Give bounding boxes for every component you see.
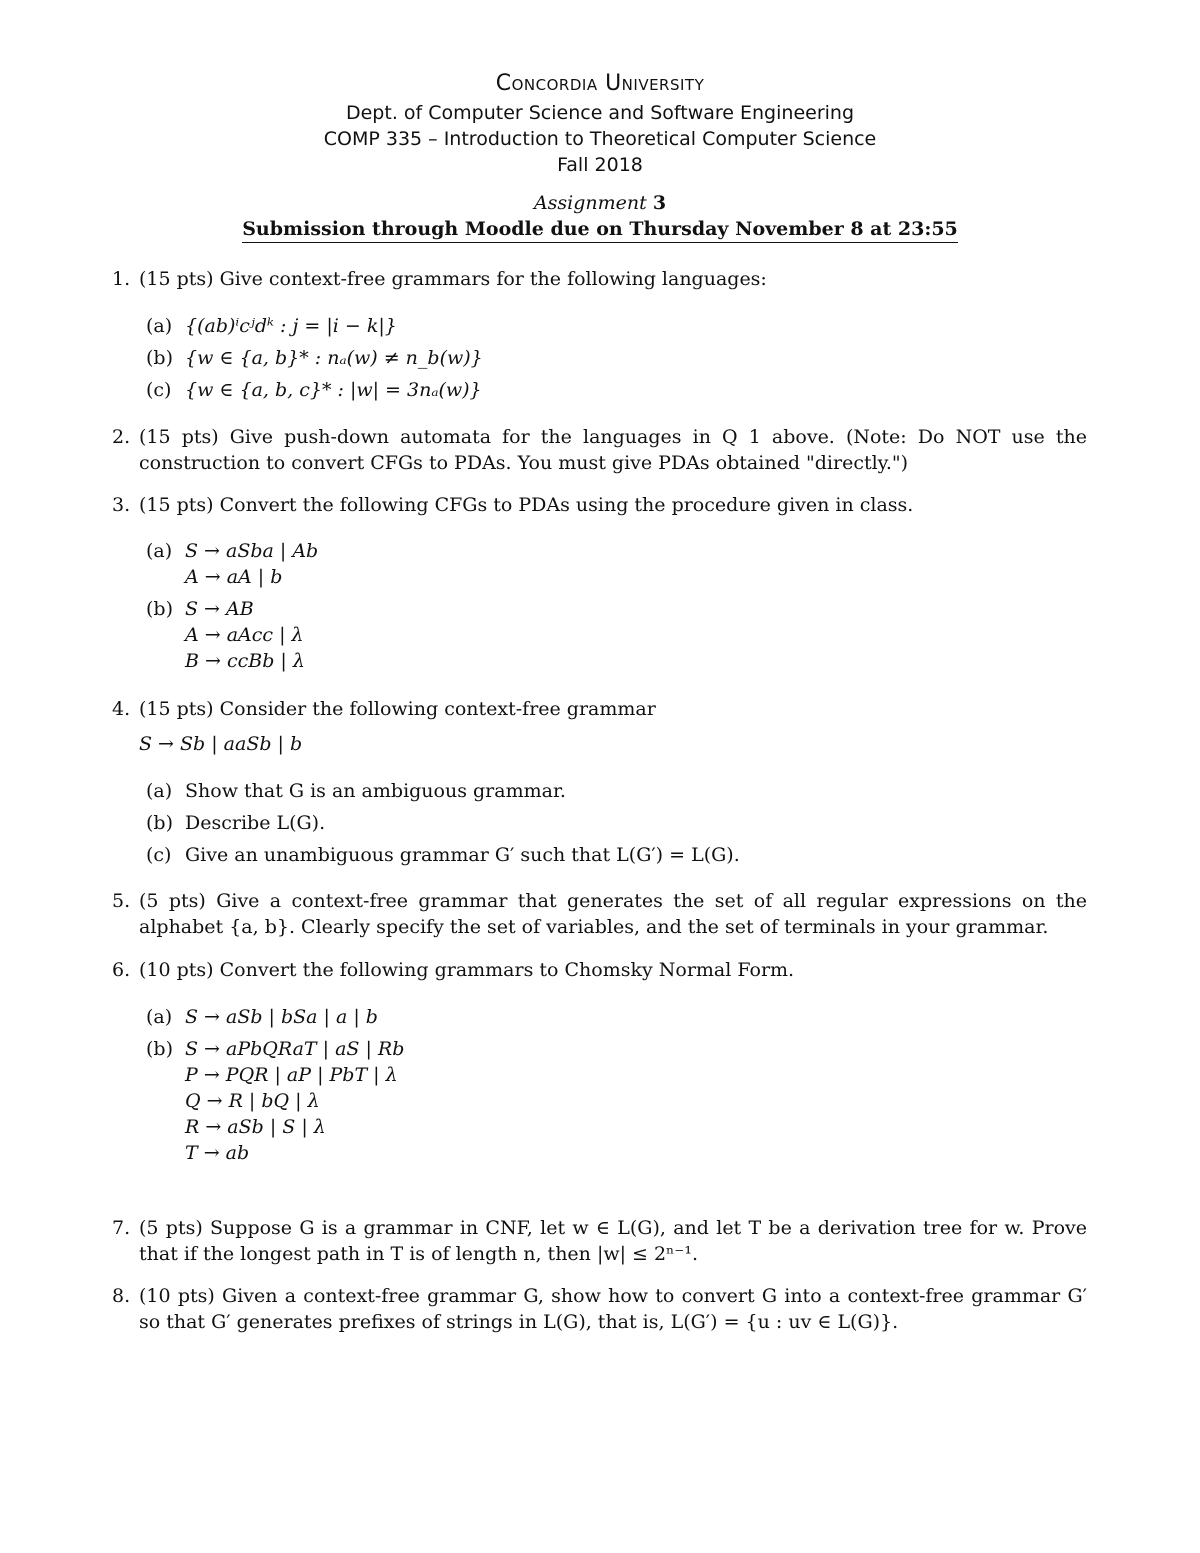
question-text: (10 pts) Convert the following grammars to Chomsky Normal Form. — [139, 959, 795, 981]
part-label: (b) — [146, 598, 173, 620]
grammar-rule: S → aSba | Ab — [185, 540, 319, 562]
part-label: (b) — [146, 812, 173, 834]
question-number: 3. — [112, 494, 131, 516]
question-6-part-a — [146, 1004, 1086, 1030]
part-body — [185, 596, 1086, 674]
due-date: Submission through Moodle due on Thursday November 8 at 23:55 — [242, 216, 958, 243]
part-label: (c) — [146, 379, 172, 401]
question-number: 8. — [112, 1285, 131, 1307]
question-number: 2. — [112, 426, 131, 448]
question-text: (5 pts) Suppose G is a grammar in CNF, let w ∈ L(G), and let T be a derivation tree for w. Prove that if the longest path in T is of length n, then |w| ≤ 2ⁿ⁻¹. — [139, 1217, 1087, 1265]
question-number: 4. — [112, 698, 131, 720]
question-number: 5. — [112, 890, 131, 912]
question-number: 6. — [112, 959, 131, 981]
question-1 — [112, 266, 1087, 292]
part-body — [185, 538, 1086, 590]
question-6-part-b — [146, 1036, 1086, 1166]
part-label: (a) — [146, 315, 173, 337]
question-4-grammar — [112, 731, 1087, 757]
question-text: (15 pts) Convert the following CFGs to PDAs using the procedure given in class. — [139, 494, 914, 516]
part-body — [185, 1036, 1086, 1166]
part-body: Show that G is an ambiguous grammar. — [185, 780, 566, 802]
grammar-rule: B → ccBb | λ — [185, 650, 305, 672]
question-text: (15 pts) Give push-down automata for the languages in Q 1 above. (Note: Do NOT use the construction to convert CFGs to PDAs. You must give PDAs obtained "directly.") — [139, 426, 1087, 474]
part-body: Give an unambiguous grammar G′ such that L(G′) = L(G). — [185, 844, 740, 866]
part-body: S → aSb | bSa | a | b — [185, 1006, 378, 1028]
department-name: Dept. of Computer Science and Software Engineering — [345, 102, 855, 124]
part-label: (a) — [146, 1006, 173, 1028]
university-name: Concordia University — [495, 71, 705, 96]
question-4-part-b — [146, 810, 1086, 836]
question-text: (15 pts) Give context-free grammars for the following languages: — [139, 268, 767, 290]
part-label: (c) — [146, 844, 172, 866]
grammar-rule: Q → R | bQ | λ — [185, 1090, 320, 1112]
grammar-rule: R → aSb | S | λ — [185, 1116, 326, 1138]
grammar-rule: S → AB — [185, 598, 254, 620]
course-title: COMP 335 – Introduction to Theoretical Computer Science — [323, 128, 877, 150]
question-2 — [112, 424, 1087, 476]
part-label: (b) — [146, 347, 173, 369]
grammar-rule: S → Sb | aaSb | b — [139, 733, 303, 755]
grammar-rule: A → aAcc | λ — [185, 624, 304, 646]
question-3-part-b — [146, 596, 1086, 674]
question-number: 1. — [112, 268, 131, 290]
document-header — [0, 68, 1200, 243]
question-4 — [112, 696, 1087, 722]
question-text: (5 pts) Give a context-free grammar that generates the set of all regular expressions on the alphabet {a, b}. Clearly specify the set of variables, and the set of terminals in your grammar. — [139, 890, 1087, 938]
part-body: {w ∈ {a, b, c}* : |w| = 3nₐ(w)} — [185, 379, 482, 401]
assignment-title — [0, 190, 1200, 216]
part-body: Describe L(G). — [185, 812, 326, 834]
question-3-part-a — [146, 538, 1086, 590]
question-3 — [112, 492, 1087, 518]
question-8 — [112, 1283, 1087, 1335]
grammar-rule: P → PQR | aP | PbT | λ — [185, 1064, 398, 1086]
question-text: (15 pts) Consider the following context-free grammar — [139, 698, 656, 720]
question-1-part-a — [146, 313, 1086, 339]
part-label: (a) — [146, 780, 173, 802]
question-1-part-b — [146, 345, 1086, 371]
grammar-rule: T → ab — [185, 1142, 250, 1164]
question-text: (10 pts) Given a context-free grammar G, show how to convert G into a context-free grammar G′ so that G′ generates prefixes of strings in L(G), that is, L(G′) = {u : uv ∈ L(G)}. — [139, 1285, 1087, 1333]
question-6 — [112, 957, 1087, 983]
grammar-rule: S → aPbQRaT | aS | Rb — [185, 1038, 405, 1060]
due-line-wrapper — [0, 216, 1200, 243]
assignment-number: 3 — [652, 192, 667, 214]
grammar-rule: A → aA | b — [185, 566, 283, 588]
part-body: {(ab)ⁱcʲdᵏ : j = |i − k|} — [185, 315, 397, 337]
part-body: {w ∈ {a, b}* : nₐ(w) ≠ n_b(w)} — [185, 347, 483, 369]
question-number: 7. — [112, 1217, 131, 1239]
question-5 — [112, 888, 1087, 940]
question-4-part-a — [146, 778, 1086, 804]
question-7 — [112, 1215, 1087, 1267]
assignment-word: Assignment — [533, 192, 647, 214]
term: Fall 2018 — [557, 154, 643, 176]
question-1-part-c — [146, 377, 1086, 403]
part-label: (b) — [146, 1038, 173, 1060]
part-label: (a) — [146, 540, 173, 562]
question-4-part-c — [146, 842, 1086, 868]
